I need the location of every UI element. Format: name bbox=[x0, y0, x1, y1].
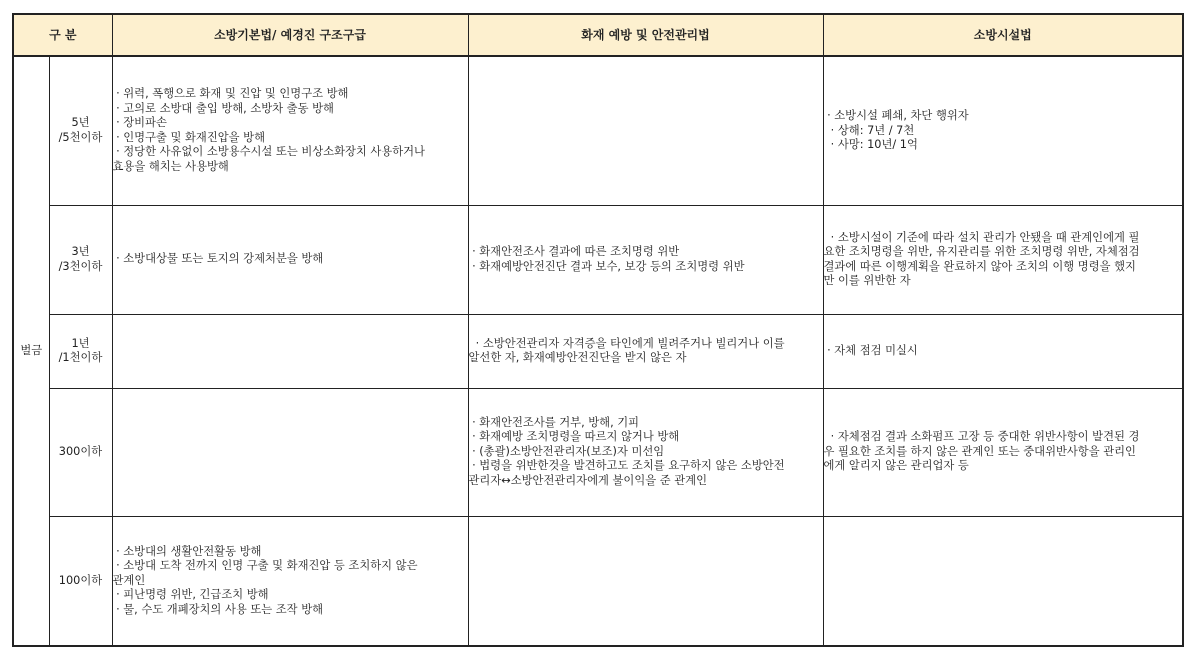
fire-basic-act-cell bbox=[112, 314, 468, 388]
header-fire-basic-act: 소방기본법/ 예경진 구조구급 bbox=[112, 14, 468, 56]
fine-amount bbox=[49, 314, 112, 388]
fine-amount-line: /3천이하 bbox=[58, 259, 103, 273]
violation-line: · 화재안전조사 결과에 따른 조치명령 위반 bbox=[468, 245, 680, 258]
fire-basic-act-cell bbox=[112, 388, 468, 516]
violation-line: · 소방안전관리자 자격증을 타인에게 빌려주거나 빌리거나 이를 bbox=[468, 336, 785, 350]
fire-facilities-act-cell bbox=[823, 56, 1183, 205]
violation-line: · 화재예방안전진단 결과 보수, 보강 등의 조치명령 위반 bbox=[468, 259, 745, 273]
fine-amount-line: 5년 bbox=[71, 116, 90, 130]
violation-line: 만 이를 위반한 자 bbox=[823, 274, 911, 287]
fine-amount-line: 100이하 bbox=[58, 573, 103, 587]
header-fire-facilities-act: 소방시설법 bbox=[823, 14, 1183, 56]
fire-basic-act-cell bbox=[112, 516, 468, 646]
violation-line: · 법령을 위반한것을 발견하고도 조치를 요구하지 않은 소방안전 bbox=[468, 459, 785, 473]
violation-line: 결과에 따른 이행계획을 완료하지 않아 조치의 이행 명령을 했지 bbox=[823, 259, 1136, 273]
fine-amount bbox=[49, 388, 112, 516]
fine-amount bbox=[49, 205, 112, 314]
fine-amount-line: 3년 bbox=[71, 245, 90, 258]
violation-line: · 위력, 폭행으로 화재 및 진압 및 인명구조 방해 bbox=[112, 87, 349, 101]
violation-line: · 자체 점검 미실시 bbox=[823, 343, 918, 357]
fire-prevention-act-cell bbox=[468, 205, 823, 314]
violation-line: · (총괄)소방안전관리자(보조)자 미선임 bbox=[468, 444, 665, 458]
table-row bbox=[13, 314, 1183, 388]
violation-line: · 물, 수도 개폐장치의 사용 또는 조작 방해 bbox=[112, 602, 324, 616]
violation-line: 관리자↔소방안전관리자에게 불이익을 준 관계인 bbox=[468, 473, 707, 487]
violation-line: · 상해: 7년 / 7천 bbox=[823, 123, 915, 137]
fine-table bbox=[12, 13, 1184, 647]
violation-line: · 소방대상물 또는 토지의 강제처분을 방해 bbox=[112, 252, 324, 266]
table-row bbox=[13, 516, 1183, 646]
fire-prevention-act-cell bbox=[468, 516, 823, 646]
violation-line: 관계인 bbox=[112, 573, 146, 587]
fire-prevention-act-cell bbox=[468, 314, 823, 388]
violation-line: 에게 알리지 않은 관리업자 등 bbox=[823, 459, 969, 473]
violation-line: · 소방대의 생활안전활동 방해 bbox=[112, 544, 262, 558]
fine-amount-line: 1년 bbox=[71, 336, 90, 350]
fine-amount-line: 300이하 bbox=[58, 444, 103, 458]
table-row bbox=[13, 388, 1183, 516]
violation-line: · 장비파손 bbox=[112, 116, 167, 130]
violation-line: · 화재안전조사를 거부, 방해, 기피 bbox=[468, 415, 640, 429]
fire-basic-act-cell bbox=[112, 205, 468, 314]
violation-line: · 정당한 사유없이 소방용수시설 또는 비상소화장치 사용하거나 bbox=[112, 145, 425, 159]
violation-line: 우 필요한 조치를 하지 않은 관계인 또는 중대위반사항을 관리인 bbox=[823, 444, 1136, 458]
violation-line: · 화재예방 조치명령을 따르지 않거나 방해 bbox=[468, 430, 680, 444]
fire-prevention-act-cell bbox=[468, 388, 823, 516]
table-row bbox=[13, 205, 1183, 314]
violation-line: · 피난명령 위반, 긴급조치 방해 bbox=[112, 588, 269, 601]
violation-line: · 자체점검 결과 소화펌프 고장 등 중대한 위반사항이 발견된 경 bbox=[823, 430, 1140, 444]
header-category: 구 분 bbox=[13, 14, 112, 56]
table-row bbox=[13, 56, 1183, 205]
fire-facilities-act-cell bbox=[823, 205, 1183, 314]
fire-prevention-act-cell bbox=[468, 56, 823, 205]
header-row bbox=[13, 14, 1183, 56]
category-fine: 벌금 bbox=[13, 56, 49, 646]
fine-amount-line: /1천이하 bbox=[58, 351, 103, 364]
fire-facilities-act-cell bbox=[823, 314, 1183, 388]
fine-amount bbox=[49, 516, 112, 646]
fire-facilities-act-cell bbox=[823, 388, 1183, 516]
violation-line: · 인명구출 및 화재진압을 방해 bbox=[112, 130, 266, 144]
violation-line: · 소방시설이 기준에 따라 설치 관리가 안됐을 때 관계인에게 필 bbox=[823, 230, 1140, 244]
fire-facilities-act-cell bbox=[823, 516, 1183, 646]
violation-line: 알선한 자, 화재예방안전진단을 받지 않은 자 bbox=[468, 351, 687, 364]
header-fire-prevention-act: 화재 예방 및 안전관리법 bbox=[468, 14, 823, 56]
violation-line: · 사망: 10년/ 1억 bbox=[823, 138, 918, 151]
violation-line: 요한 조치명령을 위반, 유지관리를 위한 조치명령 위반, 자체점검 bbox=[823, 245, 1140, 258]
fine-amount bbox=[49, 56, 112, 205]
violation-line: · 소방대 도착 전까지 인명 구출 및 화재진압 등 조치하지 않은 bbox=[112, 559, 418, 572]
violation-line: · 고의로 소방대 출입 방해, 소방차 출동 방해 bbox=[112, 101, 334, 115]
fire-basic-act-cell bbox=[112, 56, 468, 205]
fine-amount-line: /5천이하 bbox=[58, 130, 103, 144]
violation-line: 효용을 해치는 사용방해 bbox=[112, 159, 229, 173]
violation-line: · 소방시설 폐쇄, 차단 행위자 bbox=[823, 109, 969, 122]
